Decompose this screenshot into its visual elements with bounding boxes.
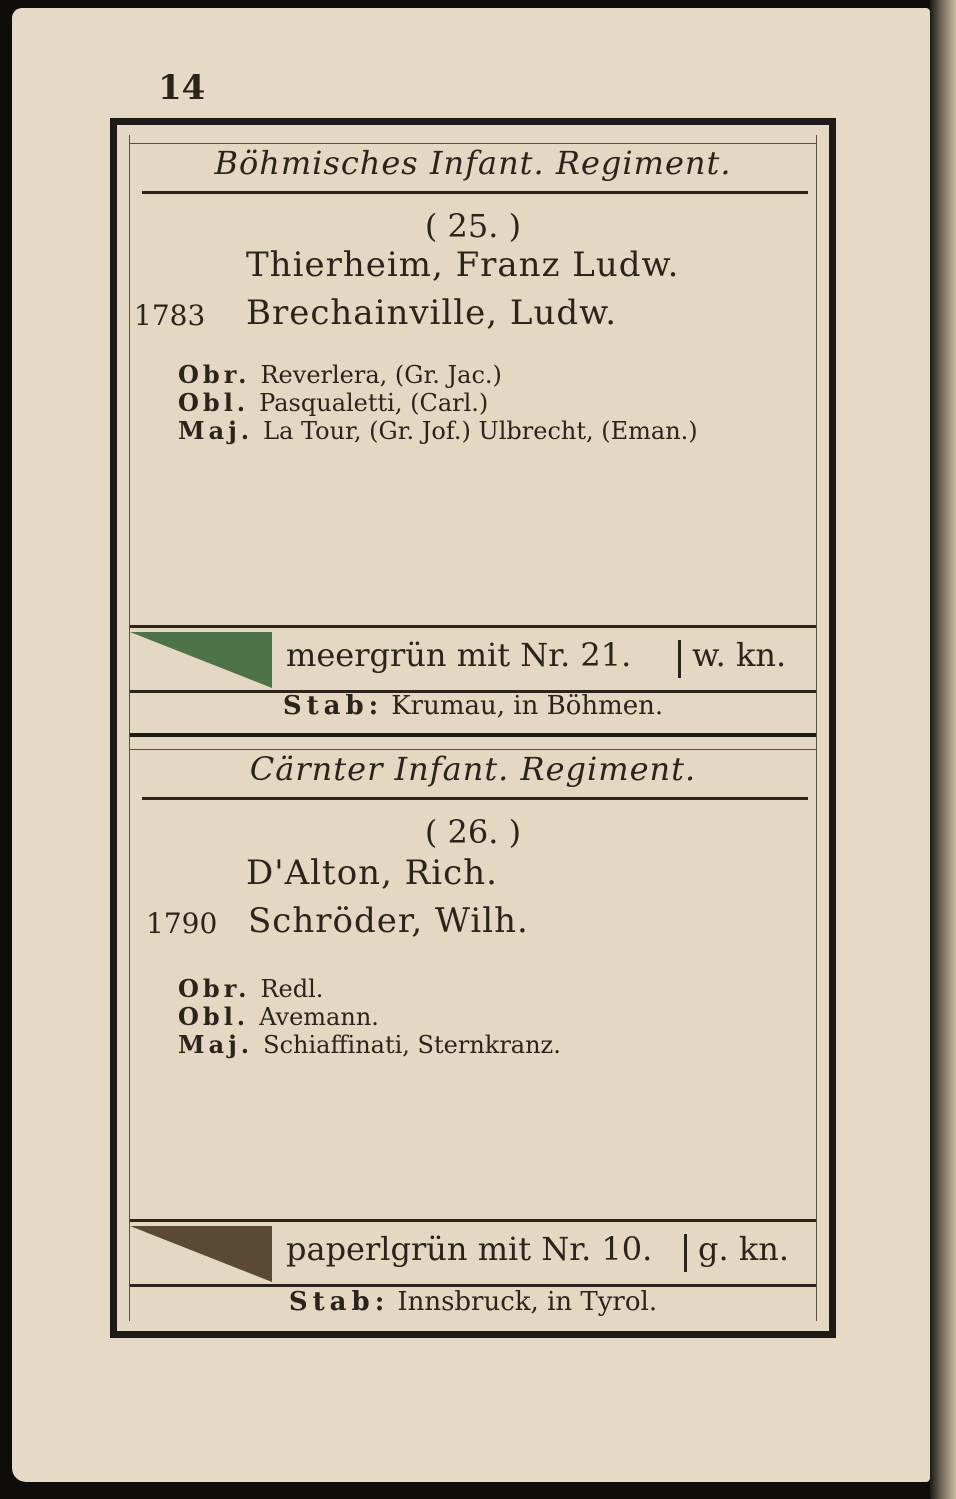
colonel-holder: Schröder, Wilh. [248,901,529,941]
officer-row [178,361,698,389]
staff-label: Stab: [282,691,384,721]
staff-location [130,1287,816,1327]
regiment-title: Cärnter Infant. Regiment. [130,749,816,790]
title-rule [142,797,808,800]
facing-description: meergrün mit Nr. 21. [286,636,632,674]
officer-rank: Obr. [178,974,251,1003]
officer-row [178,389,698,417]
regiment-owner: D'Alton, Rich. [246,853,498,893]
regiment-number: ( 25. ) [424,207,522,245]
staff-place: Innsbruck, in Tyrol. [397,1287,658,1317]
colonel-holder: Brechainville, Ludw. [246,293,618,333]
officer-name: Redl. [260,975,324,1003]
officer-name: Reverlera, (Gr. Jac.) [260,361,502,389]
officer-row [178,417,698,445]
facing-color-swatch [130,1226,272,1282]
title-rule [142,191,808,194]
officer-name: Avemann. [259,1003,379,1031]
column-separator [678,640,681,678]
officer-list [178,361,698,445]
officer-rank: Obl. [178,1002,250,1031]
officer-rank: Obl. [178,388,250,417]
facing-colors-row [130,1219,816,1287]
regiment-owner: Thierheim, Franz Ludw. [246,245,680,285]
officer-name: La Tour, (Gr. Jof.) Ulbrecht, (Eman.) [263,417,698,445]
facing-color-swatch [130,632,272,688]
regiment-entry [130,741,816,1329]
officer-rank: Maj. [178,416,254,445]
officer-name: Pasqualetti, (Carl.) [259,389,489,417]
officer-row [178,1003,561,1031]
regiment-table-inner [129,135,817,1321]
officer-rank: Obr. [178,360,251,389]
regiment-year: 1783 [134,299,206,332]
book-spine-edge [930,0,956,1499]
button-color: g. kn. [698,1230,789,1268]
officer-name: Schiaffinati, Sternkranz. [263,1031,561,1059]
regiment-title: Böhmisches Infant. Regiment. [130,143,816,184]
column-separator [684,1234,687,1272]
officer-rank: Maj. [178,1030,254,1059]
officer-row [178,1031,561,1059]
section-divider [130,733,816,737]
facing-color-triangle [130,1226,272,1282]
regiment-year: 1790 [146,907,218,940]
regiment-table [110,118,836,1338]
facing-colors-row [130,625,816,693]
staff-place: Krumau, in Böhmen. [391,691,664,721]
facing-description: paperlgrün mit Nr. 10. [286,1230,653,1268]
staff-location [130,691,816,731]
officer-list [178,975,561,1059]
facing-color-triangle [130,632,272,688]
button-color: w. kn. [692,636,787,674]
regiment-entry [130,135,816,731]
page-number: 14 [158,68,206,108]
officer-row [178,975,561,1003]
book-page [12,8,930,1482]
staff-label: Stab: [288,1287,390,1317]
regiment-number: ( 26. ) [424,813,522,851]
